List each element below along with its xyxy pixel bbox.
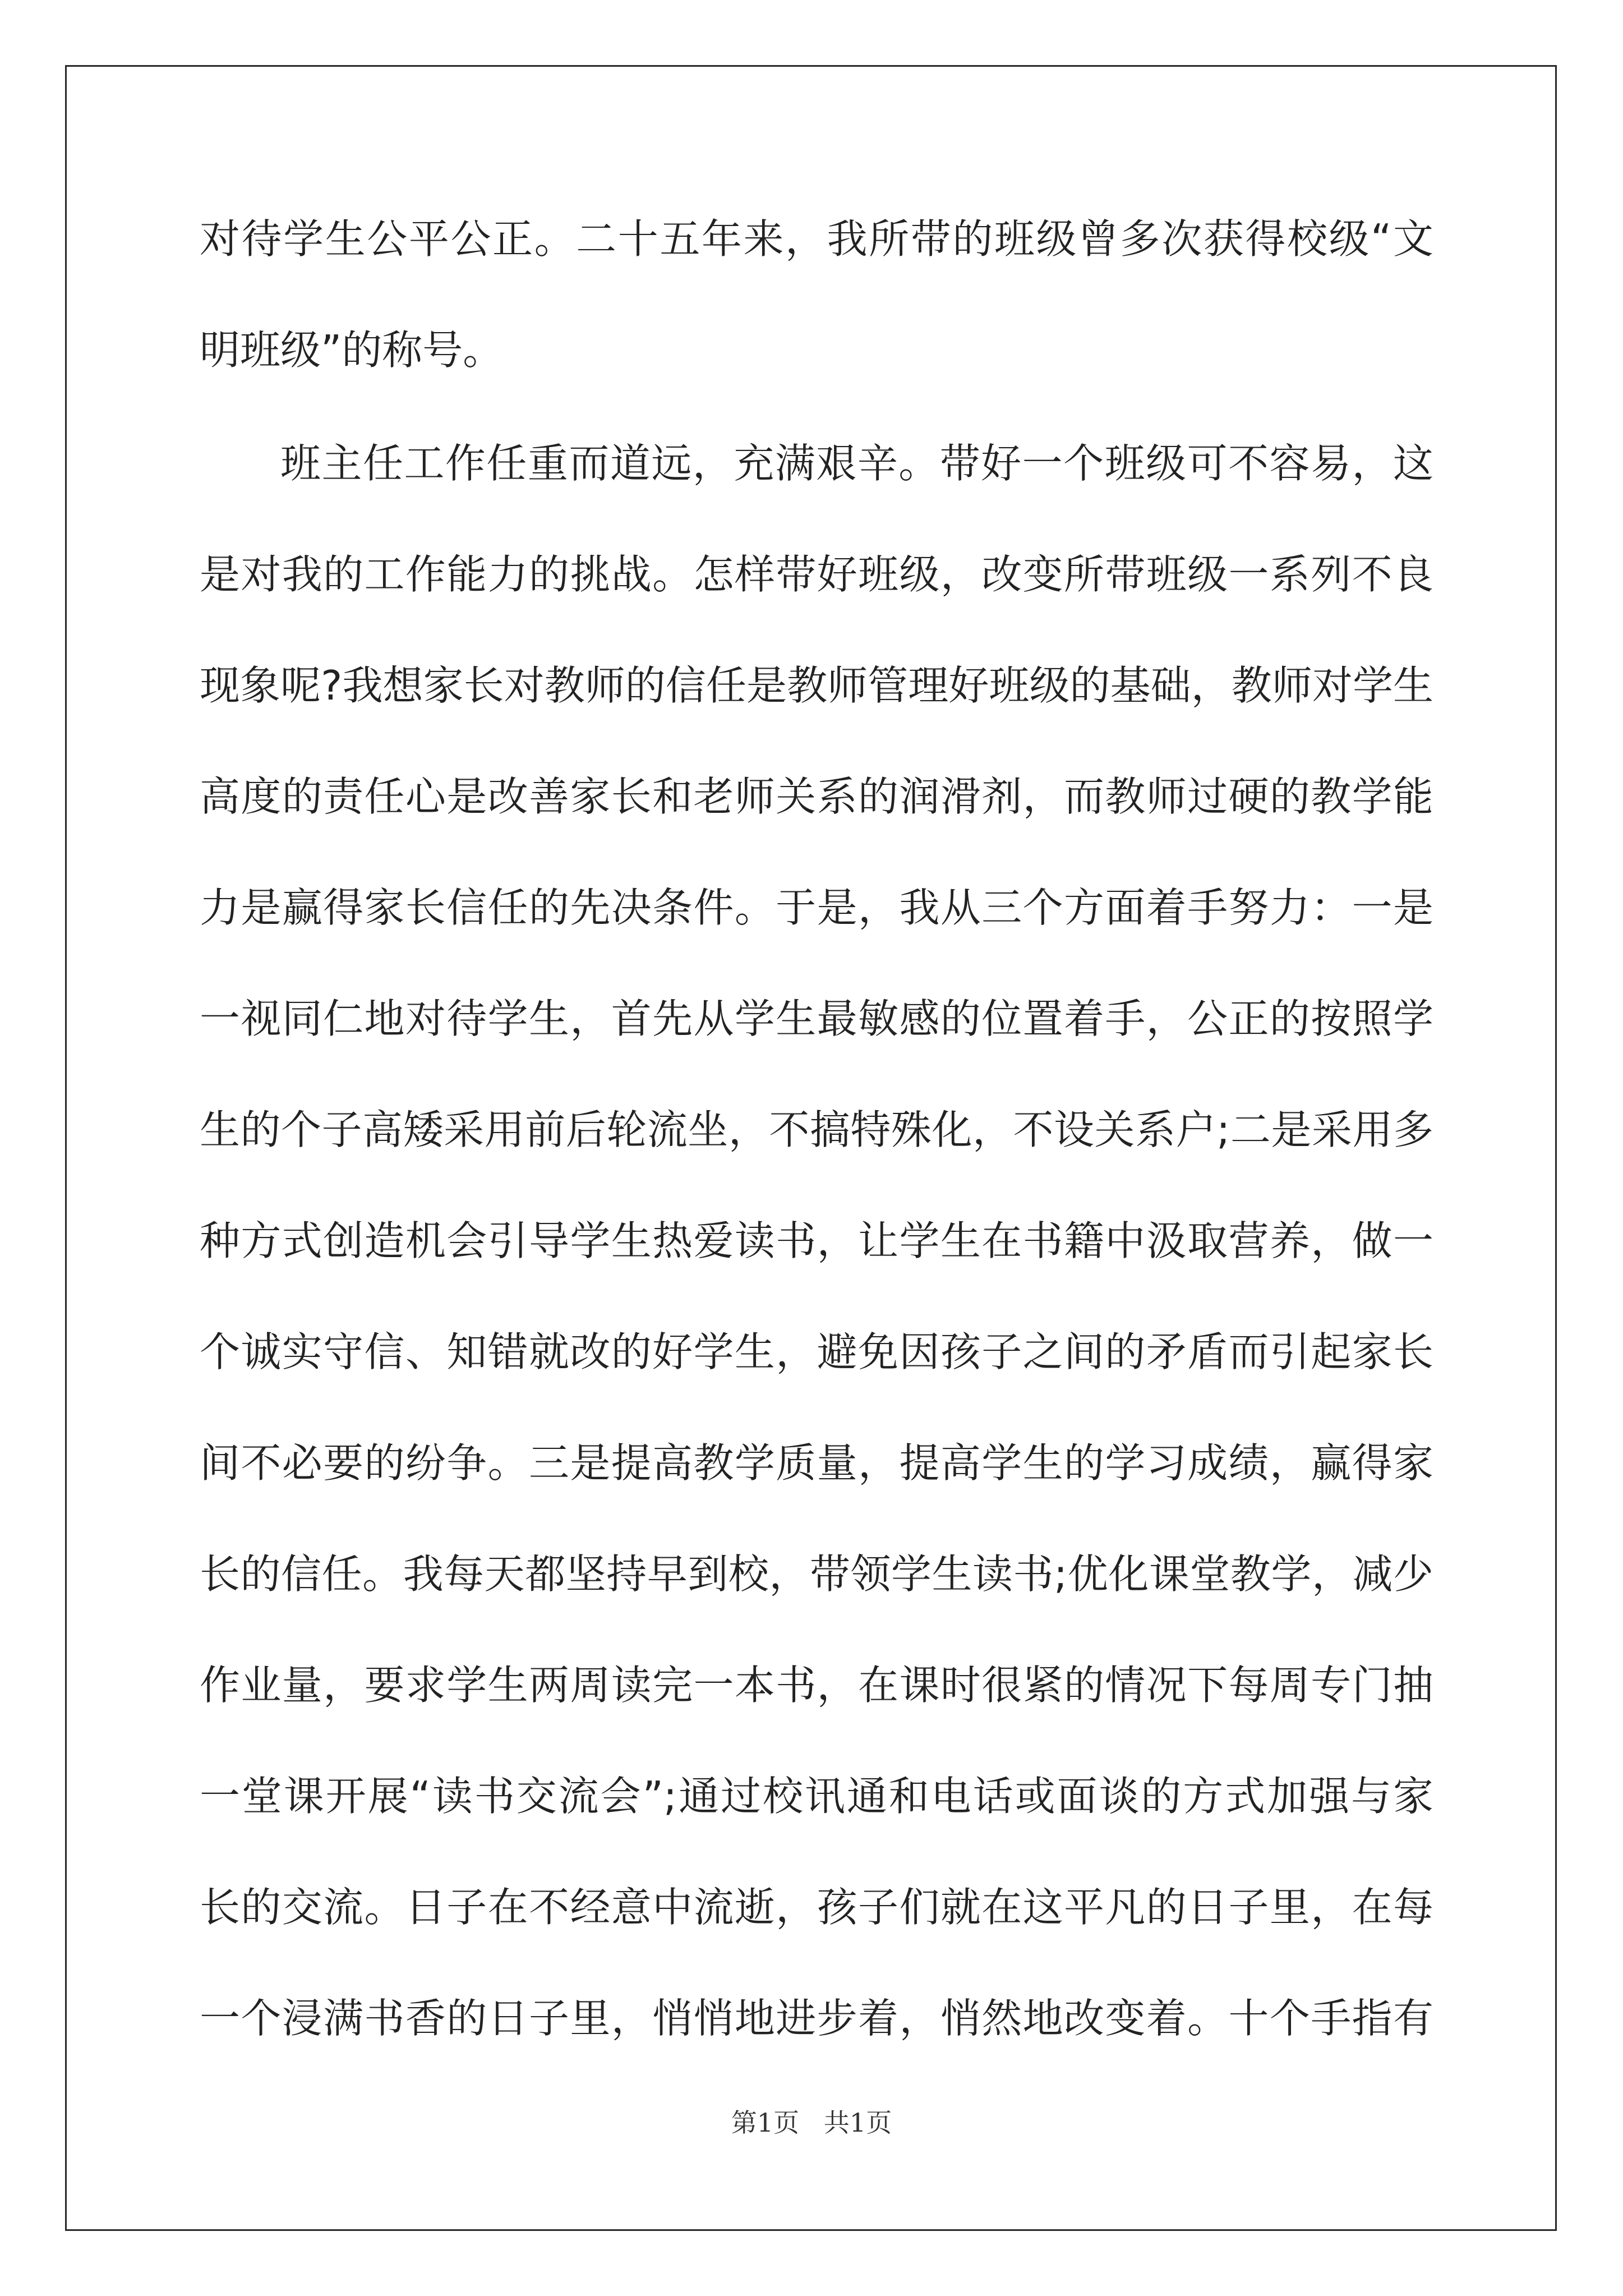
paragraph-2-line-14: 长的交流。日子在不经意中流逝，孩子们就在这平凡的日子里，在每: [200, 1884, 1433, 1931]
paragraph-2-line-4: 高度的责任心是改善家长和老师关系的润滑剂，而教师过硬的教学能: [200, 773, 1433, 820]
paragraph-2-line-11: 长的信任。我每天都坚持早到校，带领学生读书;优化课堂教学，减少: [200, 1550, 1433, 1598]
paragraph-2-line-1: 班主任工作任重而道远，充满艰辛。带好一个班级可不容易，这: [280, 440, 1433, 487]
paragraph-2-line-10: 间不必要的纷争。三是提高教学质量，提高学生的学习成绩，赢得家: [200, 1439, 1433, 1487]
paragraph-2-line-6: 一视同仁地对待学生，首先从学生最敏感的位置着手，公正的按照学: [200, 995, 1433, 1042]
paragraph-1-line-2: 明班级”的称号。: [200, 326, 504, 374]
paragraph-2-line-8: 种方式创造机会引导学生热爱读书，让学生在书籍中汲取营养，做一: [200, 1217, 1433, 1264]
paragraph-1-line-1: 对待学生公平公正。二十五年来，我所带的班级曾多次获得校级“文: [200, 215, 1433, 263]
paragraph-2-line-15: 一个浸满书香的日子里，悄悄地进步着，悄然地改变着。十个手指有: [200, 1995, 1433, 2042]
paragraph-2-line-3: 现象呢?我想家长对教师的信任是教师管理好班级的基础，教师对学生: [200, 662, 1433, 709]
paragraph-2-line-9: 个诚实守信、知错就改的好学生，避免因孩子之间的矛盾而引起家长: [200, 1328, 1433, 1375]
paragraph-2-line-13: 一堂课开展“读书交流会”;通过校讯通和电话或面谈的方式加强与家: [200, 1773, 1433, 1820]
paragraph-2-line-7: 生的个子高矮采用前后轮流坐，不搞特殊化，不设关系户;二是采用多: [200, 1106, 1433, 1153]
page-number-footer: 第1页 共1页: [731, 2108, 892, 2138]
paragraph-2-line-2: 是对我的工作能力的挑战。怎样带好班级，改变所带班级一系列不良: [200, 551, 1433, 598]
paragraph-2-line-5: 力是赢得家长信任的先决条件。于是，我从三个方面着手努力：一是: [200, 884, 1433, 931]
paragraph-2-line-12: 作业量，要求学生两周读完一本书，在课时很紧的情况下每周专门抽: [200, 1662, 1433, 1709]
